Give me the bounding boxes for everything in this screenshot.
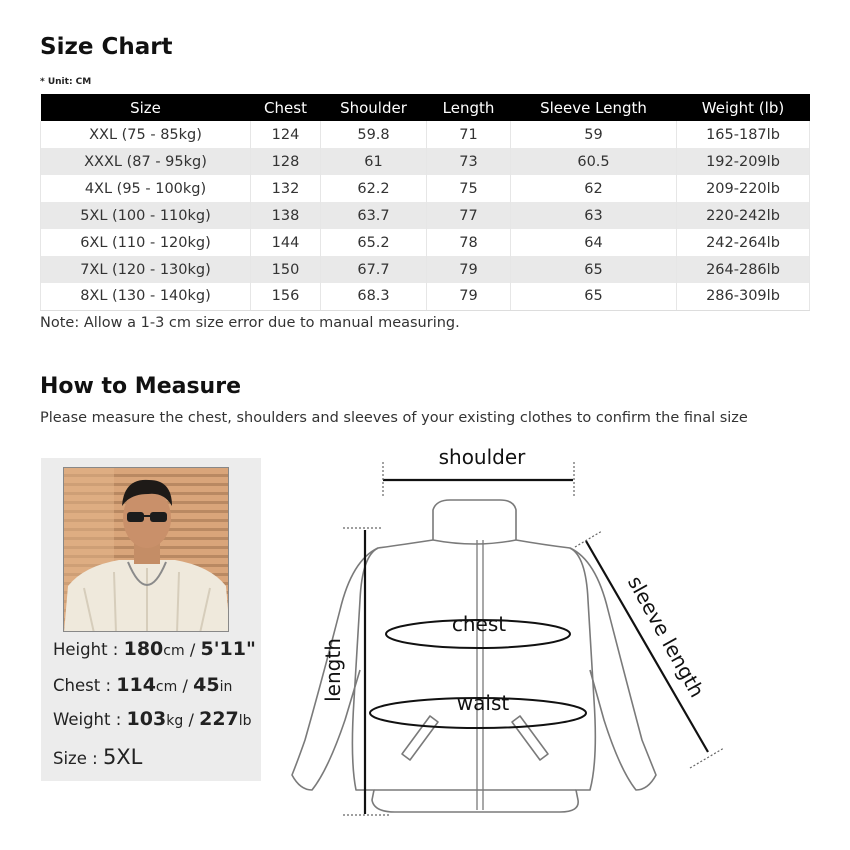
cell-weight: 286-309lb bbox=[677, 283, 810, 310]
size-table bbox=[40, 94, 810, 311]
table-row bbox=[41, 256, 810, 283]
cell-length: 77 bbox=[427, 202, 511, 229]
col-header-chest: Chest bbox=[251, 94, 321, 121]
weight-label: Weight : bbox=[53, 710, 122, 729]
weight-lb-value: 227 bbox=[199, 708, 239, 730]
cell-chest: 132 bbox=[251, 175, 321, 202]
table-row bbox=[41, 175, 810, 202]
chest-label: chest bbox=[451, 612, 507, 636]
model-weight bbox=[53, 708, 252, 730]
weight-separator: / bbox=[188, 710, 194, 729]
weight-kg-value: 103 bbox=[126, 708, 167, 730]
body-outline bbox=[352, 540, 595, 812]
cell-chest: 138 bbox=[251, 202, 321, 229]
cell-shoulder: 65.2 bbox=[321, 229, 427, 256]
cell-weight: 209-220lb bbox=[677, 175, 810, 202]
how-to-measure-title: How to Measure bbox=[40, 374, 241, 399]
cell-sleeve: 65 bbox=[511, 283, 677, 310]
model-size bbox=[53, 745, 142, 769]
cell-length: 73 bbox=[427, 148, 511, 175]
cell-shoulder: 61 bbox=[321, 148, 427, 175]
cell-weight: 264-286lb bbox=[677, 256, 810, 283]
cell-length: 79 bbox=[427, 256, 511, 283]
model-photo bbox=[63, 467, 229, 632]
cell-sleeve: 65 bbox=[511, 256, 677, 283]
chest-separator: / bbox=[182, 676, 188, 695]
shoulder-label: shoulder bbox=[438, 445, 526, 469]
in-unit: in bbox=[219, 679, 233, 695]
table-row bbox=[41, 283, 810, 310]
cell-weight: 192-209lb bbox=[677, 148, 810, 175]
kg-unit: kg bbox=[166, 713, 184, 729]
cell-weight: 220-242lb bbox=[677, 202, 810, 229]
collar-outline bbox=[433, 500, 516, 540]
right-pocket bbox=[512, 716, 548, 760]
cell-size: 7XL (120 - 130kg) bbox=[41, 256, 251, 283]
cell-length: 78 bbox=[427, 229, 511, 256]
size-chart-title: Size Chart bbox=[40, 34, 173, 60]
col-header-sleeve-length: Sleeve Length bbox=[511, 94, 677, 121]
cell-chest: 128 bbox=[251, 148, 321, 175]
cell-size: XXL (75 - 85kg) bbox=[41, 121, 251, 148]
lb-unit: lb bbox=[238, 713, 252, 729]
cell-length: 75 bbox=[427, 175, 511, 202]
cell-chest: 156 bbox=[251, 283, 321, 310]
cell-length: 79 bbox=[427, 283, 511, 310]
cell-shoulder: 67.7 bbox=[321, 256, 427, 283]
cell-size: XXXL (87 - 95kg) bbox=[41, 148, 251, 175]
cm-unit: cm bbox=[163, 643, 185, 659]
model-height bbox=[53, 638, 256, 660]
table-row bbox=[41, 121, 810, 148]
cell-chest: 150 bbox=[251, 256, 321, 283]
unit-note: * Unit: CM bbox=[40, 77, 92, 87]
cell-size: 4XL (95 - 100kg) bbox=[41, 175, 251, 202]
cell-sleeve: 64 bbox=[511, 229, 677, 256]
waist-label: waist bbox=[456, 691, 510, 715]
table-header-row bbox=[41, 94, 810, 121]
size-label: Size : bbox=[53, 749, 98, 768]
size-value: 5XL bbox=[102, 745, 143, 769]
cell-shoulder: 59.8 bbox=[321, 121, 427, 148]
table-row bbox=[41, 148, 810, 175]
length-label: length bbox=[321, 638, 345, 702]
chest-cm-value: 114 bbox=[116, 674, 156, 696]
cell-size: 8XL (130 - 140kg) bbox=[41, 283, 251, 310]
cell-size: 5XL (100 - 110kg) bbox=[41, 202, 251, 229]
height-label: Height : bbox=[53, 640, 119, 659]
height-ft-value: 5'11" bbox=[200, 638, 256, 660]
cell-sleeve: 59 bbox=[511, 121, 677, 148]
cell-chest: 144 bbox=[251, 229, 321, 256]
chest-label: Chest : bbox=[53, 676, 111, 695]
cell-sleeve: 63 bbox=[511, 202, 677, 229]
col-header-size: Size bbox=[41, 94, 251, 121]
jacket-measure-diagram bbox=[280, 440, 840, 840]
table-row bbox=[41, 229, 810, 256]
col-header-length: Length bbox=[427, 94, 511, 121]
cell-shoulder: 62.2 bbox=[321, 175, 427, 202]
model-chest bbox=[53, 674, 232, 696]
sleeve-length-label: sleeve length bbox=[622, 571, 710, 702]
cell-weight: 242-264lb bbox=[677, 229, 810, 256]
cell-sleeve: 62 bbox=[511, 175, 677, 202]
col-header-shoulder: Shoulder bbox=[321, 94, 427, 121]
col-header-weight: Weight (lb) bbox=[677, 94, 810, 121]
cm-unit: cm bbox=[155, 679, 178, 695]
cell-length: 71 bbox=[427, 121, 511, 148]
measurement-note: Note: Allow a 1-3 cm size error due to manual measuring. bbox=[40, 315, 460, 331]
cell-chest: 124 bbox=[251, 121, 321, 148]
height-cm-value: 180 bbox=[123, 638, 164, 660]
height-separator: / bbox=[189, 640, 196, 659]
cell-shoulder: 68.3 bbox=[321, 283, 427, 310]
table-row bbox=[41, 202, 810, 229]
cell-sleeve: 60.5 bbox=[511, 148, 677, 175]
cell-size: 6XL (110 - 120kg) bbox=[41, 229, 251, 256]
cell-shoulder: 63.7 bbox=[321, 202, 427, 229]
chest-in-value: 45 bbox=[193, 674, 220, 696]
left-pocket bbox=[402, 716, 438, 760]
how-to-measure-subtitle: Please measure the chest, shoulders and sleeves of your existing clothes to confirm the final size bbox=[40, 410, 748, 426]
cell-weight: 165-187lb bbox=[677, 121, 810, 148]
